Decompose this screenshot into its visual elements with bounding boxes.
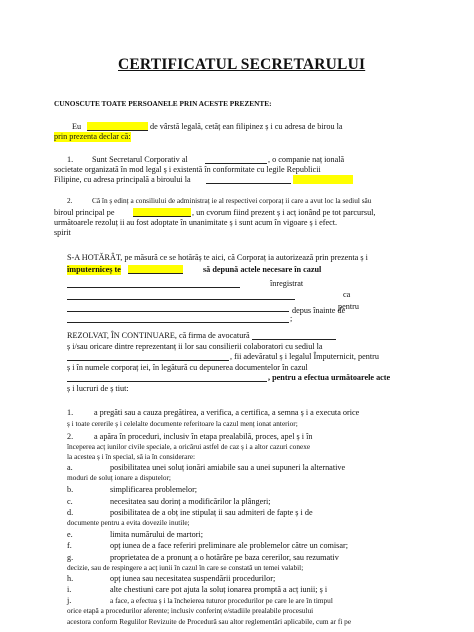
- res1-line2b: să depună actele necesare în cazul: [203, 265, 322, 274]
- date-blank-line: [133, 216, 191, 217]
- list-item-text: simplificarea problemelor;: [110, 485, 198, 494]
- list-item-text: proprietatea de a pronunț a o hotărâre pe baza cererilor, sau rezumativ: [110, 553, 339, 562]
- res2-line4: ș i în numele corporaț iei, în legătură cu depunerea documentelor în cazul: [67, 363, 308, 372]
- res2-line6: ș i lucruri de ș tiut:: [67, 384, 129, 393]
- case-blank-line-1: [67, 287, 240, 288]
- eu-rest: de vârstă legală, cetăț ean filipinez ș i cu adresa de birou la: [150, 122, 343, 131]
- intro-line: CUNOSCUTE TOATE PERSOANELE PRIN ACESTE PREZENTE:: [54, 99, 272, 108]
- res2-line1: REZOLVAT, ÎN CONTINUARE, că firma de avocatură: [67, 331, 250, 340]
- res1-inregistrat: înregistrat: [270, 279, 304, 288]
- list-item-text: opț iunea de a face referiri preliminare ale problemelor către un comisar;: [110, 541, 348, 550]
- p1-text-b: , o companie naț ională: [268, 155, 345, 164]
- list-item-text: alte chestiuni care pot ajuta la soluț ionarea promptă a acț iunii; ș i: [110, 585, 328, 594]
- list-item-number: g.: [67, 553, 74, 562]
- p2-line4: spirit: [54, 228, 71, 237]
- list-item-text: a face, a efectua ș i la încheierea tuturor procedurilor pe care le are în timpul: [110, 596, 333, 605]
- res1-imputerniceste: împuterniceș te: [67, 265, 121, 274]
- p2-line3: următoarele rezoluț ii au fost adoptate în unanimitate ș i sunt acum în vigoare ș i efect.: [54, 218, 338, 227]
- list-item-text: a apăra în proceduri, inclusiv în etapa prealabilă, proces, apel ș i în: [94, 432, 313, 441]
- res1-pentru: pentru: [338, 302, 359, 311]
- name-blank-line: [87, 130, 148, 131]
- res2-line3: , fii adevăratul ș i legalul Împuternicit, pentru: [230, 352, 379, 361]
- list-item-text: opț iunea sau necesitatea suspendării procedurilor;: [110, 574, 276, 583]
- document-title: CERTIFICATUL SECRETARULUI: [118, 56, 366, 73]
- eu-label: Eu: [72, 122, 82, 131]
- list-item-number: c.: [67, 497, 73, 506]
- res1-line1: S-A HOTĂRÂT, pe măsură ce se hotărăș te aici, că Corporaț ia autorizează prin prezenta ș i: [67, 253, 368, 262]
- list-item-text: începerea acț iunilor civile speciale, a oricărui astfel de caz ș i a altor cazuri conexe: [67, 442, 311, 451]
- list-item-number: j.: [67, 596, 72, 605]
- list-item-text: acestora conform Regulilor Revizuite de Procedură sau altor reglementări aplicabile, cum ar fi pe: [67, 617, 352, 626]
- case-blank-line-2: [67, 299, 295, 300]
- p1-line2: societate organizată în mod legal ș i existentă în conformitate cu legile Republicii: [54, 165, 321, 174]
- list-item-text: posibilitatea unei soluț ionări amiabile sau a unei supuneri la alternative: [110, 463, 346, 472]
- list-item-text: ș i toate cererile ș i celelalte documente referitoare la cazul menț ionat anterior;: [67, 419, 298, 428]
- list-item-number: e.: [67, 530, 73, 539]
- list-item-text: la acestea ș i în special, să ia în considerare:: [67, 452, 196, 461]
- res2-line5: , pentru a efectua următoarele acte: [268, 373, 391, 382]
- list-item-number: f.: [67, 541, 72, 550]
- list-item-text: limita numărului de martori;: [110, 530, 203, 539]
- p1-line3: Filipine, cu adresa principală a biroului la: [54, 175, 191, 184]
- office-blank-line: [67, 360, 229, 361]
- address-blank-highlight: [293, 175, 353, 184]
- list-item-text: moduri de soluț ionare a disputelor;: [67, 473, 171, 482]
- p1-text-a: Sunt Secretarul Corporativ al: [92, 155, 188, 164]
- list-item-number: 2.: [67, 432, 74, 441]
- list-item-text: necesitatea sau dorinț a modificărilor la plângeri;: [110, 497, 271, 506]
- list-item-number: d.: [67, 508, 74, 517]
- declar-line: prin prezenta declar că:: [54, 132, 131, 141]
- firm-blank-line: [252, 339, 336, 340]
- list-item-text: a pregăti sau a cauza pregătirea, a verifica, a certifica, a semna ș i a executa orice: [94, 408, 360, 417]
- res2-line2: ș i/sau oricare dintre reprezentanț ii lor sau consilierii colaboratori cu sediul la: [67, 342, 323, 351]
- case-blank-line-4: [67, 322, 289, 323]
- list-item-number: 1.: [67, 408, 74, 417]
- res1-semicolon: ;: [290, 314, 293, 323]
- list-item-number: b.: [67, 485, 74, 494]
- p2-line1: Că în ș edinț a consiliului de administraț ie al respectivei corporaț ii care a avut loc la sediul său: [92, 196, 372, 205]
- p2-line2b: , un cvorum fiind prezent ș i acț ionând pe tot parcursul,: [192, 208, 376, 217]
- list-item-text: documente pentru a evita dovezile inutile;: [67, 518, 190, 527]
- res1-depus: depus înainte de: [292, 306, 346, 315]
- list-item-text: decizie, sau de respingere a acț iunii în cazul în care se constată un temei valabil;: [67, 563, 304, 572]
- p2-number: 2.: [67, 196, 73, 205]
- p2-line2a: biroul principal pe: [54, 208, 115, 217]
- p1-number: 1.: [67, 155, 74, 164]
- list-item-number: i.: [67, 585, 72, 594]
- list-item-number: h.: [67, 574, 74, 583]
- attorney-blank-line: [128, 273, 183, 274]
- list-item-text: orice etapă a procedurilor aferente; inclusiv conferinț e/stadiile prealabile procesului: [67, 606, 314, 615]
- case-blank-line-3: [67, 311, 289, 312]
- list-item-number: a.: [67, 463, 73, 472]
- address-blank-line: [206, 183, 291, 184]
- list-item-text: posibilitatea de a obț ine stipulaț ii sau admiteri de fapte ș i de: [110, 508, 313, 517]
- res1-ca: ca: [343, 290, 351, 299]
- case-blank-line-5: [67, 381, 267, 382]
- company-blank-line: [205, 163, 267, 164]
